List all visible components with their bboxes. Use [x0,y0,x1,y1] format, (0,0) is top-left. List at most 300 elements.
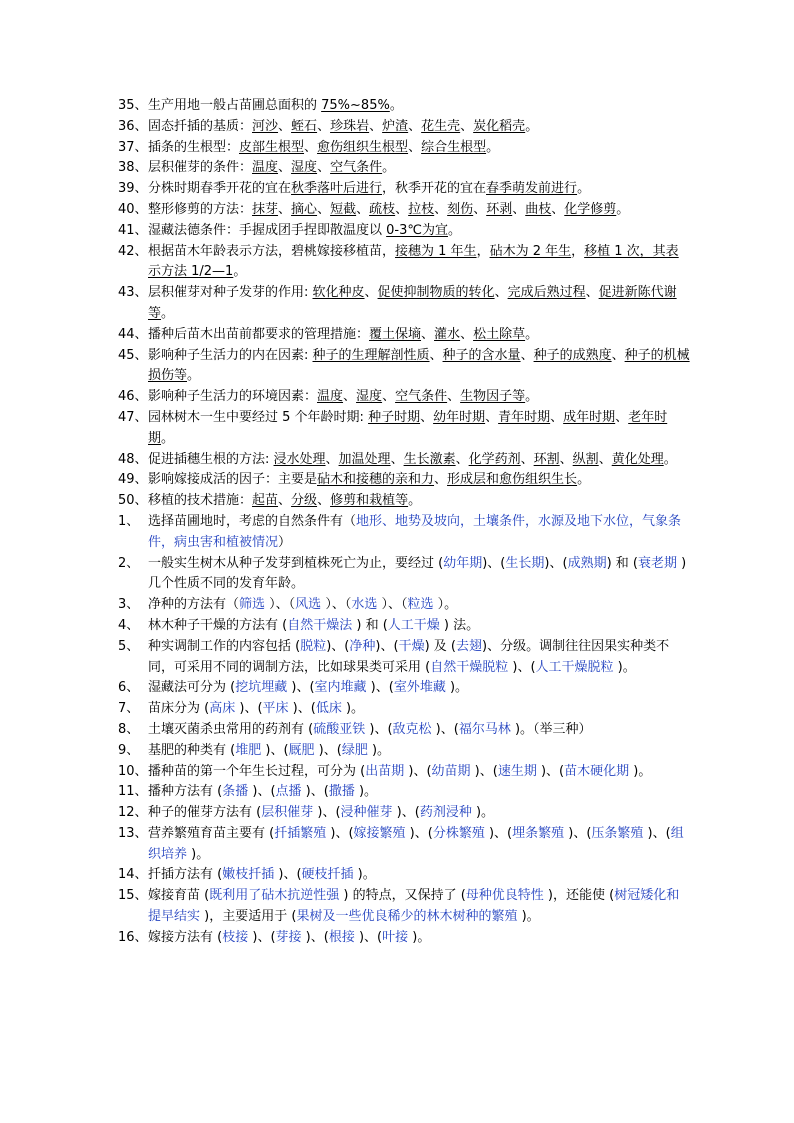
answer-text: 生长激素 [403,451,456,467]
question-text: 、 [408,139,422,155]
answer-text: 地形、地势及坡向，土壤条件，水源及地下水位，气象条件，病虫害和植被情况 [148,513,682,550]
answer-text: 硫酸亚铁 [313,721,366,737]
question-text: 、 [356,201,370,217]
question-text: ， [476,243,490,259]
question-number: 37、 [118,139,148,155]
question-text: 种实调制工作的内容包括 ( [148,638,301,654]
answer-text: 成年时期 [563,409,616,425]
answer-text: 砧木和接穗的亲和力 [317,472,435,488]
answer-text: 促使抑制物质的转化 [377,285,495,301]
answer-text: 种子的含水量 [442,347,521,363]
question-text: 、 [551,201,565,217]
question-text: 林木种子干燥的方法有 ( [148,617,288,633]
answer-text: 压条繁殖 [591,825,644,841]
question-number: 36、 [118,118,148,134]
answer-text: 生物因子等 [460,389,526,405]
question-text: )、( [248,784,276,800]
answer-text: 幼苗期 [431,763,471,779]
question-text: 影响种子生活力的内在因素: [148,347,313,363]
question-text: 、 [550,409,564,425]
question-item [118,699,690,720]
question-text: 一般实生树木从种子发芽到植株死亡为止，要经过 ( [148,555,444,571]
question-text: 、 [460,326,474,342]
question-text: ）。 [433,597,458,613]
answer-text: 福尔马林 [458,721,511,737]
question-text: )、( [365,721,393,737]
question-text: 、 [559,451,573,467]
question-item [118,179,690,200]
answer-text: 综合生根型 [421,139,487,155]
answer-text: 树冠矮化和提早结实 [148,888,680,925]
answer-text: 速生期 [497,763,537,779]
question-text: 、 [317,118,331,134]
answer-text: 脱粒 [300,638,327,654]
question-text: 嫁接方法有 ( [148,929,223,945]
question-item [118,512,690,554]
question-item [118,117,690,138]
question-text: ）、（ [321,597,352,613]
question-text: 种子的催芽方法有 ( [148,805,262,821]
answer-text: 室内堆藏 [314,680,367,696]
question-text: )、( [235,701,263,717]
answer-text: 埋条繁殖 [512,825,565,841]
question-text: 播种后苗木出苗前都要求的管理措施： [148,326,370,342]
answer-text: 药剂浸种 [419,805,472,821]
question-number: 42、 [118,243,148,259]
answer-text: 水选 [351,597,378,613]
question-item [118,242,690,284]
question-text: ) 的特点，又保持了 ( [339,888,466,904]
question-text: )，主要适用于 ( [200,909,297,925]
answer-text: 自然干燥法 [287,617,353,633]
answer-text: 扦插繁殖 [274,825,327,841]
question-text: ， [571,243,585,259]
answer-text: 干燥 [398,638,425,654]
answer-text: 层积催芽 [261,805,314,821]
answer-text: 软化种皮 [312,285,365,301]
question-number: 1、 [118,513,140,529]
answer-text: 衰老期 [638,555,678,571]
question-text: 整形修剪的方法： [148,201,253,217]
question-text: 分株时期春季开花的宜在 [148,181,292,197]
answer-text: 人工干燥 [387,617,440,633]
answer-text: 室外堆藏 [393,680,446,696]
question-number: 49、 [118,472,148,488]
answer-text: 化学修剪 [564,201,617,217]
question-text: 、 [395,201,409,217]
answer-text: 青年时期 [498,409,551,425]
answer-text: 纵割 [572,451,599,467]
question-text: 、 [317,201,331,217]
question-text: 。 [233,264,247,280]
question-item [118,387,690,408]
answer-text: 愈伤组织生根型 [317,139,409,155]
question-text: 播种方法有 ( [148,784,223,800]
question-text: )。 [367,742,391,758]
answer-text: 摘心 [291,201,318,217]
question-text: )、( [392,805,420,821]
question-text: 影响嫁接成活的因子：主要是 [148,472,318,488]
question-text: )、( [354,929,383,945]
question-text: 、 [447,389,461,405]
question-number: 44、 [118,326,148,342]
question-text: 固态扦插的基质： [148,118,253,134]
answer-text: 空气条件 [330,160,383,176]
question-item [118,325,690,346]
question-text: )、( [287,680,315,696]
answer-text: 果树及一些优良稀少的林木树种的繁殖 [296,909,518,925]
question-item [118,762,690,783]
question-number: 16、 [118,929,148,945]
answer-text: 松土除草 [473,326,526,342]
question-item [118,470,690,491]
answer-text: 促进新陈代谢等 [148,285,677,321]
question-text: )、( [366,680,394,696]
question-text: 。 [486,139,500,155]
question-item [118,595,690,616]
question-text: 、 [317,493,331,509]
question-text: )、( [288,701,316,717]
question-number: 12、 [118,805,148,821]
question-text: 。 [663,451,677,467]
question-number: 6、 [118,680,140,696]
question-text: 、 [421,326,435,342]
question-text: 插条的生根型： [148,139,240,155]
question-item [118,720,690,741]
answer-text: 种子的机械损伤等 [148,347,690,384]
question-text: 、 [520,347,534,363]
answer-text: 厩肥 [288,742,315,758]
question-text: )、( [470,763,498,779]
answer-text: 覆土保墒 [369,326,422,342]
question-text: 、 [455,451,469,467]
question-text: 移植的技术措施： [148,493,253,509]
question-text: 、 [434,201,448,217]
answer-text: 湿度 [291,160,318,176]
question-text: ) 和 ( [606,555,638,571]
answer-text: 组织培养 [148,825,684,862]
question-text: 选择苗圃地时，考虑的自然条件有（ [148,513,357,529]
question-text: 营养繁殖育苗主要有 ( [148,825,275,841]
question-text: )、( [313,805,341,821]
question-text: 。 [525,326,539,342]
question-text: 、 [512,201,526,217]
answer-text: 条播 [222,784,249,800]
answer-text: 点播 [275,784,302,800]
question-text: )。（举三种） [510,721,592,737]
question-text: 、 [382,389,396,405]
question-number: 11、 [118,784,148,800]
answer-text: 75%~85% [321,98,390,113]
question-text: )。 [408,929,431,945]
answer-text: 去翅 [456,638,483,654]
question-text: 园林树木一生中要经过 5 个年龄时期: [148,409,369,425]
question-number: 2、 [118,555,140,571]
question-text: )、( [375,638,399,654]
answer-text: 绿肥 [341,742,368,758]
answer-text: 刻伤 [447,201,474,217]
question-text: 、 [343,389,357,405]
question-item [118,824,690,866]
question-text: 。 [408,493,422,509]
question-text: 播种苗的第一个年生长过程，可分为 ( [148,763,366,779]
question-item [118,138,690,159]
question-text: 湿藏法可分为 ( [148,680,236,696]
answer-text: 净种 [349,638,376,654]
question-text: )、( [314,742,342,758]
answer-text: 0-3℃为宜 [386,222,448,238]
question-number: 15、 [118,888,148,904]
question-number: 41、 [118,222,148,238]
question-text: 、 [473,201,487,217]
question-item [118,158,690,179]
question-text: 、 [408,118,422,134]
question-number: 47、 [118,409,148,425]
answer-text: 叶接 [382,929,409,945]
answer-text: 起苗 [252,493,279,509]
answer-text: 花生壳 [421,118,461,134]
question-text: ）、（ [377,597,408,613]
question-number: 48、 [118,451,148,467]
question-text: 、 [598,451,612,467]
question-number: 5、 [118,638,140,654]
question-text: )。 [341,701,365,717]
question-text: )、( [431,721,459,737]
answer-text: 堆肥 [235,742,262,758]
question-number: 3、 [118,597,140,613]
answer-text: 环割 [533,451,560,467]
answer-text: 湿度 [356,389,383,405]
answer-text: 春季萌发前进行 [486,181,578,197]
answer-text: 低床 [315,701,342,717]
answer-text: 秋季落叶后进行 [291,181,383,197]
question-text: ） [278,534,292,550]
answer-text: 幼年期 [443,555,483,571]
answer-text: 皮部生根型 [239,139,305,155]
question-text: 净种的方法有（ [148,597,240,613]
question-text: 、 [278,160,292,176]
question-text: 。 [161,430,175,446]
answer-text: 环剥 [486,201,513,217]
question-text: 苗床分为 ( [148,701,210,717]
answer-text: 拉枝 [408,201,435,217]
question-text: 扦插方法有 ( [148,867,223,883]
question-text: 。 [161,305,175,321]
answer-text: 出苗期 [365,763,405,779]
question-text: 土壤灭菌杀虫常用的药剂有 ( [148,721,314,737]
answer-text: 温度 [317,389,344,405]
question-number: 39、 [118,181,148,197]
question-number: 35、 [118,98,148,113]
question-text: 层积催芽的条件： [148,160,253,176]
answer-text: 形成层和愈伤组织生长 [447,472,578,488]
answer-text: 分株繁殖 [432,825,485,841]
question-item [118,637,690,679]
question-text: )、( [404,763,432,779]
question-number: 7、 [118,701,140,717]
question-text: 、 [429,347,443,363]
question-text: 促进插穗生根的方法: [148,451,274,467]
answer-text: 平床 [262,701,289,717]
question-text: ) 几个性质不同的发育年龄。 [148,555,687,592]
answer-text: 苗木硬化期 [564,763,630,779]
question-text: )、( [274,867,302,883]
answer-text: 自然干燥脱粒 [430,659,509,675]
question-text: )、( [301,784,329,800]
question-text: 、 [317,160,331,176]
answer-text: 炉渣 [382,118,409,134]
question-item [118,491,690,512]
question-text: 层积催芽对种子发芽的作用: [148,285,313,301]
answer-text: 温度 [252,160,279,176]
answer-text: 嫩枝扦插 [222,867,275,883]
answer-text: 挖坑埋藏 [235,680,288,696]
question-text: )、( [482,555,506,571]
question-item [118,450,690,471]
question-text: )。 [471,805,495,821]
answer-text: 芽接 [275,929,302,945]
question-number: 9、 [118,742,140,758]
question-text: 。 [447,222,461,238]
question-text: 、 [278,201,292,217]
question-text: )、( [643,825,671,841]
question-text: )、分级。调制往往因果实种类不同，可采用不同的调制方法，比如球果类可采用 ( [148,638,670,675]
question-text: 。 [187,368,201,384]
answer-text: 风选 [295,597,322,613]
question-text: )、( [326,825,354,841]
answer-text: 加温处理 [338,451,391,467]
question-text: 影响种子生活力的环境因素： [148,389,318,405]
question-text: )、( [326,638,350,654]
question-text: 、 [325,451,339,467]
question-text: ）、（ [265,597,296,613]
question-text: ) 法。 [439,617,480,633]
question-number: 10、 [118,763,148,779]
answer-text: 撒播 [328,784,355,800]
question-item [118,928,690,949]
question-item [118,678,690,699]
answer-text: 短截 [330,201,357,217]
question-text: 、 [369,118,383,134]
answer-text: 生长期 [505,555,545,571]
question-number: 38、 [118,160,148,176]
answer-text: 幼年时期 [433,409,486,425]
question-text: )、( [405,825,433,841]
question-text: 、 [520,451,534,467]
answer-text: 砧木为 2 年生 [489,243,572,259]
question-number: 50、 [118,493,148,509]
question-text: 基肥的种类有 ( [148,742,236,758]
answer-text: 修剪和栽植等 [330,493,409,509]
question-text: 、 [278,493,292,509]
answer-text: 浸种催芽 [340,805,393,821]
question-item [118,221,690,242]
answer-text: 移植 1 次，其表示方法 1/2—1 [148,243,679,280]
question-text: 生产用地一般占苗圃总面积的 [148,98,322,113]
answer-text: 根接 [328,929,355,945]
answer-text: 嫁接繁殖 [353,825,406,841]
question-number: 4、 [118,617,140,633]
question-text: )。 [445,680,469,696]
answer-text: 化学药剂 [468,451,521,467]
answer-text: 种子的生理解剖性质 [312,347,430,363]
question-text: 根据苗木年龄表示方法，碧桃嫁接移植苗， [148,243,396,259]
question-number: 40、 [118,201,148,217]
answer-text: 灌水 [434,326,461,342]
question-item [118,346,690,388]
question-text: 、 [278,118,292,134]
answer-text: 种子的成熟度 [533,347,612,363]
answer-text: 空气条件 [395,389,448,405]
answer-text: 曲枝 [525,201,552,217]
question-item [118,741,690,762]
question-item [118,96,690,117]
question-text: )。 [187,846,210,862]
question-text: 、 [611,347,625,363]
question-number: 13、 [118,825,148,841]
question-item [118,782,690,803]
question-list [118,96,690,949]
question-text: ) 和 ( [352,617,388,633]
question-number: 8、 [118,721,140,737]
answer-text: 高床 [209,701,236,717]
question-number: 43、 [118,285,148,301]
question-text: 、 [494,285,508,301]
question-text: )。 [613,659,636,675]
question-text: 、 [485,409,499,425]
question-text: )、( [508,659,536,675]
answer-text: 敌克松 [392,721,432,737]
question-text: )、( [544,555,568,571]
question-text: )。 [354,784,378,800]
question-item [118,616,690,637]
answer-text: 抹芽 [252,201,279,217]
question-text: )、( [301,929,329,945]
question-text: 、 [434,472,448,488]
question-item [118,200,690,221]
question-text: )。 [353,867,376,883]
question-text: 、 [615,409,629,425]
question-text: 、 [585,285,599,301]
question-text: 。 [525,389,539,405]
question-text: )，还能使 ( [543,888,615,904]
question-item [118,886,690,928]
answer-text: 疏枝 [369,201,396,217]
question-text: )。 [517,909,540,925]
answer-text: 河沙 [252,118,279,134]
answer-text: 人工干燥脱粒 [535,659,614,675]
question-item [118,554,690,596]
answer-text: 老年时期 [148,409,668,446]
answer-text: 完成后熟过程 [507,285,586,301]
question-text: )、( [261,742,289,758]
answer-text: 筛选 [239,597,266,613]
question-number: 45、 [118,347,148,363]
question-text: 。 [525,118,539,134]
question-text: 、 [420,409,434,425]
answer-text: 珍珠岩 [330,118,370,134]
question-text: )。 [629,763,652,779]
answer-text: 母种优良特性 [465,888,544,904]
answer-text: 种子时期 [368,409,421,425]
question-text: 、 [364,285,378,301]
question-text: ，秋季开花的宜在 [382,181,487,197]
answer-text: 枝接 [222,929,249,945]
answer-text: 硬枝扦插 [301,867,354,883]
question-item [118,803,690,824]
question-text: )、( [484,825,513,841]
answer-text: 蛭石 [291,118,318,134]
